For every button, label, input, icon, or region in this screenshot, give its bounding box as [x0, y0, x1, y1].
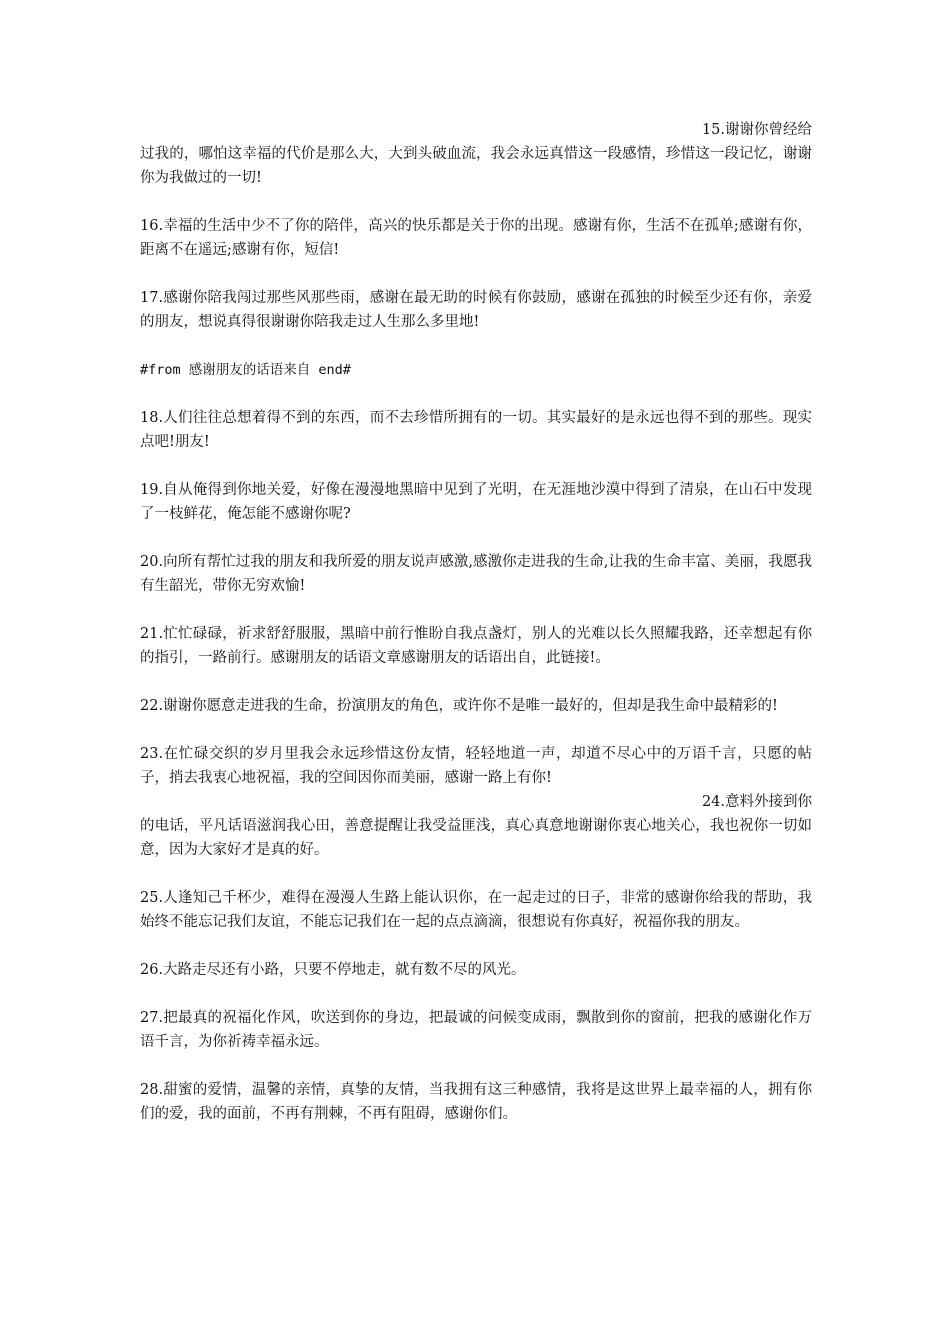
paragraph-16: 16.幸福的生活中少不了你的陪伴，高兴的快乐都是关于你的出现。感谢有你，生活不在孤单;感谢有你，距离不在遥远;感谢有你，短信!: [140, 218, 812, 258]
document-page: [140, 118, 812, 1126]
paragraph-18: 18.人们往往总想着得不到的东西，而不去珍惜所拥有的一切。其实最好的是永远也得不到的那些。现实点吧!朋友!: [140, 410, 812, 450]
paragraph-27: 27.把最真的祝福化作风，吹送到你的身边，把最诚的问候变成雨，飘散到你的窗前，把我的感谢化作万语千言，为你祈祷幸福永远。: [140, 1010, 812, 1050]
paragraph-17: 17.感谢你陪我闯过那些风那些雨，感谢在最无助的时候有你鼓励，感谢在孤独的时候至少还有你，亲爱的朋友，想说真得很谢谢你陪我走过人生那么多里地!: [140, 290, 812, 330]
paragraph-28: 28.甜蜜的爱情，温馨的亲情，真挚的友情，当我拥有这三种感情，我将是这世界上最幸福的人，拥有你们的爱，我的面前，不再有荆棘，不再有阻碍，感谢你们。: [140, 1082, 812, 1122]
paragraph-26: 26.大路走尽还有小路，只要不停地走，就有数不尽的风光。: [140, 962, 526, 978]
paragraph-25: 25.人逢知己千杯少，难得在漫漫人生路上能认识你，在一起走过的日子，非常的感谢你给我的帮助，我始终不能忘记我们友谊，不能忘记我们在一起的点点滴滴，很想说有你真好，祝福你我的朋友。: [140, 890, 812, 930]
source-marker: #from 感谢朋友的话语来自 end#: [140, 362, 351, 378]
paragraph-20: 20.向所有帮忙过我的朋友和我所爱的朋友说声感激,感激你走进我的生命,让我的生命丰富、美丽，我愿我有生韶光，带你无穷欢愉!: [140, 554, 812, 594]
paragraph-19: 19.自从俺得到你地关爱，好像在漫漫地黑暗中见到了光明，在无涯地沙漠中得到了清泉，在山石中发现了一枝鲜花，俺怎能不感谢你呢?: [140, 482, 812, 522]
paragraph-15-body: 过我的，哪怕这幸福的代价是那么大，大到头破血流，我会永远真惜这一段感情，珍惜这一段记忆，谢谢你为我做过的一切!: [140, 146, 812, 186]
paragraph-24-head: 24.意料外接到你: [701, 794, 812, 810]
paragraph-21: 21.忙忙碌碌，祈求舒舒服服，黑暗中前行惟盼自我点盏灯，别人的光难以长久照耀我路，还幸想起有你的指引，一路前行。感谢朋友的话语文章感谢朋友的话语出自，此链接!。: [140, 626, 812, 666]
paragraph-15-head: 15.谢谢你曾经给: [701, 122, 812, 138]
paragraph-24-body: 的电话，平凡话语滋润我心田，善意提醒让我受益匪浅，真心真意地谢谢你衷心地关心，我也祝你一切如意，因为大家好才是真的好。: [140, 818, 812, 858]
paragraph-22: 22.谢谢你愿意走进我的生命，扮演朋友的角色，或许你不是唯一最好的，但却是我生命中最精彩的!: [140, 698, 778, 714]
paragraph-23: 23.在忙碌交织的岁月里我会永远珍惜这份友情，轻轻地道一声，却道不尽心中的万语千言，只愿的帖子，捎去我衷心地祝福，我的空间因你而美丽，感谢一路上有你!: [140, 746, 812, 786]
